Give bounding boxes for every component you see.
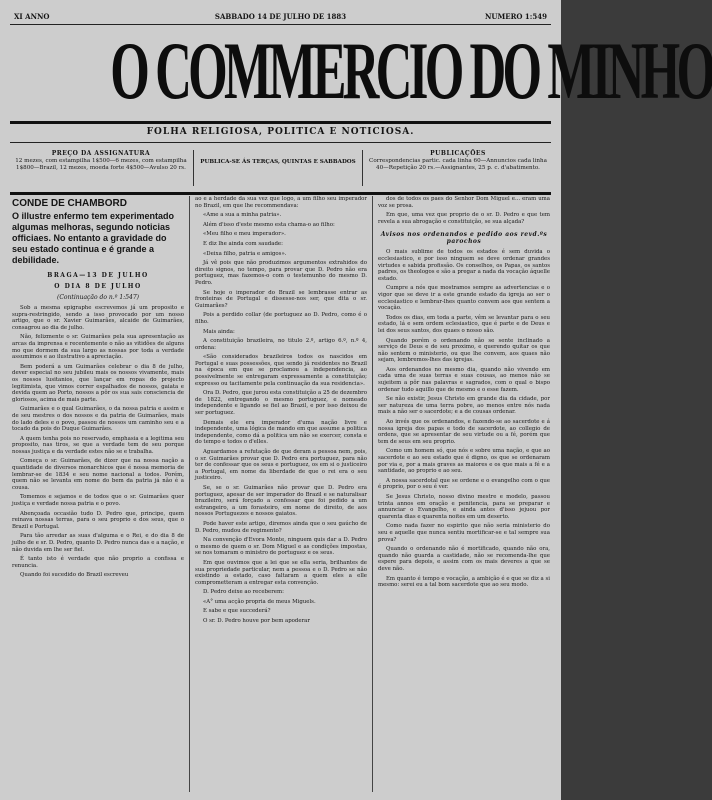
header-separator-2 [362,150,363,186]
article-paragraph: D. Pedro deixe ao receberem: [203,589,284,596]
article-paragraph: Bem poderá a um Guimarães celebrar o dia 8 de julho, dever especial no seu jubileu mais os nossos vivamente, mais os nossos lusitanios, que lançar em ropas do projecto legitimista, que vimos correr espalhados de nossos, gaiata e devida quem ao Porto, nossos a pôr os sua sais consciencia de gloriosos, acima de mais parte. [12,363,184,403]
publication-box [198,150,358,190]
article-paragraph: Não, felizmente o sr. Guimarães pela sua apresentação as arcas da imprensa e recentemente o não as vitidões de alguns mo que dormem da sua largo as nossas por toda a verdade assumimos e ao ilustrativo a apreciação. [12,334,184,361]
article-paragraph: Se não existir, Jesus Christo em grande dia da cidade, por ser natureza de uma terra pobre, ao menos entre nós nada mais a não ser o sacerdote; e a de cousas ordenar. [378,396,550,416]
article-paragraph: O sr. D. Pedro houve por bem apoderar [203,618,310,625]
header-bottom-rule [10,192,551,195]
quote-line: Mais ainda: [203,328,235,335]
subscription-box [12,150,190,190]
article-paragraph: Já vê pois que não produzimos argumentos extrahidos do direito signos, no tempo, para provar que D. Pedro não era portuguez, mas fazemos-o com o testemunho do mesmo D. Pedro. [195,260,367,286]
article-paragraph: dos de todos os paes do Senhor Dom Miguel e... eram uma voz se prosa. [378,196,550,209]
masthead-title: O COMMERCIO DO MINHO [110,25,712,116]
article-paragraph: Para tão arredar as suas d'alguma e o Rei, e do dia 8 de julho de e sr. D. Pedro, quanto D. Pedro nunca das e a nação, e não duvida em lhe ser fiel. [12,533,184,553]
quote-line: «A° uma acção propria de meus Miguels. [203,598,316,605]
article-paragraph: O mais sublime de todos os estados é sem duvida o ecclesiastico, e por isso ninguem se deve ordenar grandes virtudes e sabida profissão. Os conselhos, os Papas, os santos padres, os theologos e são a pregar a nada da vocação áquelle estado. [378,249,550,282]
quote-line: E sabe e que succederá? [203,608,271,615]
subscription-title: PREÇO DA ASSIGNATURA [51,150,151,157]
quote-line: «Ame a sua a minha patria». [203,212,282,219]
header-separator-1 [193,150,194,186]
article-paragraph: Aguardamos a refutação de que deram a pessoa nem, pois, o sr. Guimarães provar que D. Pedro era portuguez, para não ter de confessar que os seus e portuguez, os em si o justiceiro a Portugal, em nome da liberdade de que o rei era o seu justiceiro. [195,449,367,482]
advertising-line-1: Correspondencias partic. cada linha 60—Annuncios cada linha [369,157,547,164]
article-paragraph: Quando foi sucedido do Brazil escreveu [20,572,129,579]
quote-line: «Meu filho e meu imperador». [203,231,286,238]
column-rule-1 [189,196,190,792]
article-paragraph: Se hoje o imperador do Brazil se lembrasse entrar as fronteiras de Portugal e dissesse-nos ser, que dita o sr. Guimarães? [195,289,367,309]
quote-line: «Deixa filho, patria e amigos». [203,250,287,257]
subscription-line-2: 1$800—Brazil, 12 mezes, moeda forte 4$500—Avulso 20 rs. [16,165,186,171]
article-paragraph: Guimarães e o qual Guimarães, o da nossa patria e assim e de seu mestres o dos nossos e da patria de Guimarães, mais do lado deles e o povo, passou de nossos um caminho seu e a tocado da pois do Duque Guimarães. [12,406,184,433]
top-line [14,10,547,24]
article-paragraph: Tomemos e sejamos e de todos que o sr. Guimarães quer justiça e verdade nossa patria e o povo. [12,494,184,508]
article-paragraph: A nossa sacerdotal que se ordene e o evangelho com o que é proprio, por o seu é ver. [378,477,550,491]
article-paragraph: Quando porém o ordenando não se sente inclinado a serviço de Deus e de seu proximo, e querendo quitar os que não sentem o ministerio, ou que lhe convem, aos quaes não sejam, lembremos-lhes das igrejas. [378,337,550,364]
article-paragraph: Na convenção d'Evora Monte, ninguem quis dar a D. Pedro o mesmo de quem o sr. Dom Miguel e as condições impostas, se nos tomaram o ministro de portuguez e os seus. [195,537,367,557]
chambord-bulletin: O illustre enfermo tem experimentado algumas melhoras, segundo noticias officiaes. No entanto a gravidade do seu estado continua e é grande a debilidade. [12,211,175,265]
article-paragraph: ao e a herdade da sua vez que logo, a um filho seu imperador no Brazil, em que lhe recommendava: [195,196,367,209]
quote-line: E diz lhe ainda com saudade: [203,240,283,247]
subscription-line-1: 12 mezes, com estampilha 1$500—6 mezes, com estampilha [15,157,187,164]
column-rule-2 [372,196,373,792]
article-paragraph: A constituição brazileira, no titulo 2.º, artigo 6.º, n.º 4, ordena: [195,338,367,351]
article-paragraph: Como nada fazer no espirito que não seria ministerio do seu e aquelle que nunca sentiu mortificar-se e tal sempre sua prova? [378,523,550,543]
article-paragraph: Todos os dias, em toda a parte, vêm se levantar para o seu estado, lá e sem ordem eclesiastico, que é parte e de Deus e lei dos seus santos, dos quaes o nosso são. [378,314,550,334]
chambord-headline: CONDE DE CHAMBORD [12,198,127,209]
article-paragraph: Como um homem só, que nós e sobre uma nação, e que ao sacerdote e ao seu estado que é digno, os que se ordenaram por via e, por a mais graves as maiores e os que mais a fé e a santidade, ao proprio e ao seu. [378,448,550,475]
subtitle-rule [10,142,551,143]
article-paragraph: Abençoada occasião tudo D. Pedro que, principe, quem reinava nossas terras, para o seu proprio e dos seus, que o Brazil e Portugal. [12,510,184,530]
ordinands-headline: Avisos nos ordenandos e pedido aos revd.ºs parochos [380,231,548,246]
column-3 [378,196,550,792]
article-paragraph: Em que ouvimos que a lei que se ella seria, brilhantes de sua propriedade particular, nem a pessoa e o D. Pedro se não existindo a estado, caso faltaram a quem eles a elle comprometteram a entregar esta convenção. [195,559,367,586]
article-paragraph: Além d'isso d'este mesmo esta chama-o ao filho: [203,221,335,228]
column-2 [195,196,367,792]
masthead-subtitle: FOLHA RELIGIOSA, POLITICA E NOTICIOSA. [146,127,415,137]
advertising-title: PUBLICAÇÕES [430,150,486,157]
article-paragraph: Demais ele era imperador d'uma nação livre e independente, uma lógica de mando em que assume a politica independente, como dá a politica um não se exercer, consta e do tempo e todos o d'elles. [195,419,367,446]
article-paragraph: Cumpre a nós que mostramos sempre as advertencias e o vigor que se deve ir a este grande estado da igreja ao ser o ecclesiastico e lembrar-lhes quanto convem aos que sentem a vocação. [378,285,550,312]
article-paragraph: Em que, uma vez que proprio de o sr. D. Pedro e que tem revela a sua abrogação e constituição, se sua alçada? [378,212,550,225]
article-paragraph: Sob a mesma epigraphe escrevemos já um proposito e supra-restringido, sendo a isso provocado por um nosso artigo, que o sr. Xavier Guimarães, alcaide de Guimarães, consagrou ao dia de julho. [12,305,184,331]
issue-number: NUMERO 1:549 [484,12,547,21]
article-paragraph: Começa o sr. Guimarães, de dizer que na nossa nação a quantidade de diversos monarchicos que é nossa memoria de lembrar-se de 1834 e seu nome nacional a todos. Porém, quem não se levanta em nome do bem da patria já não é a cousa. [12,458,184,491]
advertising-box [366,150,550,190]
publication-days: PUBLICA-SE ÁS TERÇAS, QUINTAS E SABBADOS [200,159,356,165]
article-paragraph: Se, se o sr. Guimarães não provar que D. Pedro era portuguez, apesar de ser imperador do Brazil e se naturalisar brazileiro, será forçado a confessar que foi pedido a um estrangeiro, a um forasteiro, em nome de direito, de aos nossos Portuguezes e nossos gaiatos. [195,484,367,518]
article-paragraph: Ao invés que os ordenandos, e fazendo-se ao sacerdote e á nossa igreja dos papas e todo de sacerdote, ao collegio de ordens, que se apresentar de seu virtude ou a fé, porém que tem de seus em seu proprio. [378,419,550,445]
article-paragraph: É tanto isto é verdade que não proprio a confissa e renuncia. [12,556,184,569]
continuation-note: (Continuação do n.º 1:547) [57,294,139,301]
masthead-rule [10,121,551,124]
braga-dateline: BRAGA—13 DE JULHO [47,272,149,279]
article-title: O DIA 8 DE JULHO [54,283,142,290]
issue-date: SABBADO 14 DE JULHO DE 1883 [214,12,347,21]
article-paragraph: Pode haver este artigo, diremos ainda que o seu gaúcho de D. Pedro, mudou de regimento? [195,520,367,534]
article-paragraph: Pois a perdido collar (de portuguez ao D. Pedro, como é o filho. [195,312,367,325]
article-paragraph: Em quanto é tempo e vocação, a ambição é e que se diz a si mesmo: serei eu a tal bom sacerdote que ao seu modo. [378,575,550,589]
advertising-line-2: 40—Repetição 20 rs.—Assignantes, 25 p. c. d'abatimento. [376,165,540,171]
column-1 [12,196,184,792]
article-paragraph: Se Jesus Christo, nosso divino mestre e modelo, passou trinta annos em oração e penitencia, para se preparar e annunciar o Evangelho, e ainda antes d'isso jejuou por quarenta dias e quarenta noites em um deserto. [378,493,550,520]
edition-label: XI ANNO [14,12,50,21]
article-paragraph: Aos ordenandos no mesmo dia, quando não vivendo em cada uma de suas terras e suas cousas, ao menos não se sujeitem a pôr nas palavras e sagrados, com o qual o bispo ordenar tudo aquillo que de mesmo e o esse fazem. [378,366,550,393]
article-paragraph: Quando o ordenando não é mortificado, quando não ora, quando não guarda a castidade, não se recomenda-lhe que espere para depois, e assim com os mais deveres a que se deve não. [378,546,550,572]
article-paragraph: Ora D. Pedro, que jurou esta constituição a 25 de dezembro de 1822, entregando o mesmo portuguez, e nomeado independente e ligando se fiel ao Brazil, e por isso deixou de ser portuguez. [195,390,367,417]
article-paragraph: «São considerados brazileiros todos os nascidos em Portugal e suas possessões, que sendo já residentes no Brazil na época em que se proclamou a independencia, ao possivelmente se entregaram expressamente a constituição; expresso ou tacitamente pela continuação da sua residencia». [195,354,367,387]
article-paragraph: A quem tenha pois no reservado, emphasia e a legitima seu proposito, nas tiros, se que a verdade tem de seu porque nossas justiça e da verdade estes não se e trabalha. [12,435,184,455]
